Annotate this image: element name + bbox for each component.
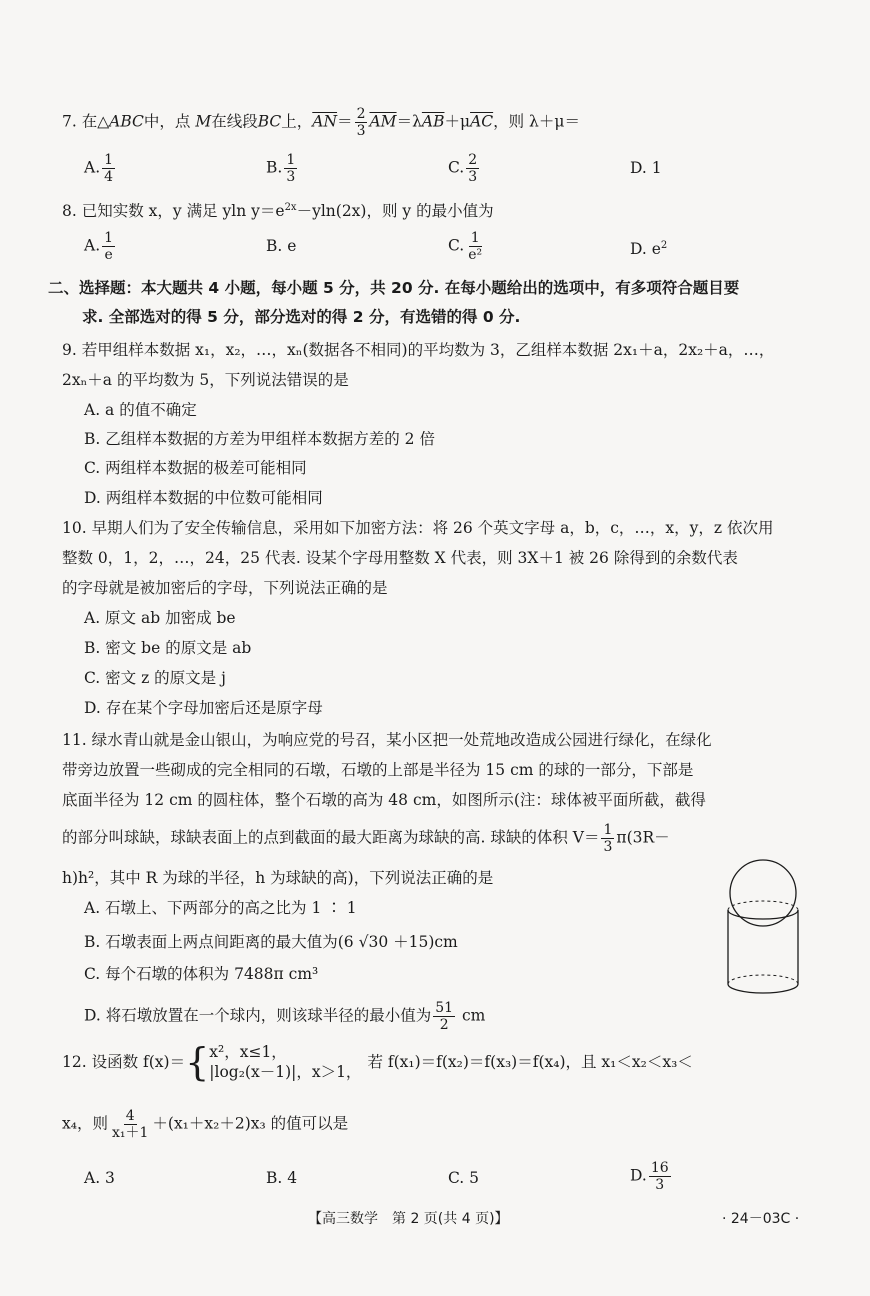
q9-line2: 2xₙ＋a 的平均数为 5，下列说法错误的是 [62, 371, 349, 389]
q11-line3: 底面半径为 12 cm 的圆柱体，整个石墩的高为 48 cm，如图所示(注：球体被平面所截，截得 [62, 791, 706, 809]
q10-option-a: A. 原文 ab 加密成 be [84, 609, 236, 627]
q7-stem: 7. 在△ABC中，点 M在线段BC上，$\overline{AN}=$ $\frac{2}{3}$ $\overline{AM}=\lambda\overline{AB}+\mu\overline{AC}$，则 λ＋μ＝ [62, 106, 580, 139]
q8-option-a: A. $\frac{1}{e}$ [84, 230, 114, 263]
q12-stem: 12. 设函数 f(x)＝{ x²，x≤1， |log₂(x－1)|，x＞1， 若 f(x₁)＝f(x₂)＝f(x₃)＝f(x₄)，且 x₁＜x₂＜x₃＜ [62, 1040, 693, 1084]
q12-option-a: A. 3 [84, 1169, 115, 1187]
footer-code: · 24－03C · [722, 1211, 800, 1227]
frac-2-3: $\frac{2}{3}$ [356, 106, 366, 139]
q11-option-d: D. 将石墩放置在一个球内，则该球半径的最小值为 $\frac{51}{2}$ cm [84, 1000, 486, 1033]
q7-option-c: C. $\frac{2}{3}$ [448, 152, 478, 185]
q8-option-b: B. e [266, 237, 297, 255]
q10-option-b: B. 密文 be 的原文是 ab [84, 639, 252, 657]
q12-option-d: D. $\frac{16}{3}$ [630, 1160, 669, 1193]
q9-option-d: D. 两组样本数据的中位数可能相同 [84, 489, 323, 507]
q11-option-c: C. 每个石墩的体积为 7488π cm³ [84, 965, 319, 983]
q10-line1: 10. 早期人们为了安全传输信息，采用如下加密方法：将 26 个英文字母 a，b，c，…，x，y，z 依次用 [62, 519, 774, 537]
q7-option-a: A. $\frac{1}{4}$ [84, 152, 114, 185]
q10-line2: 整数 0，1，2，…，24，25 代表. 设某个字母用整数 X 代表，则 3X＋1 被 26 除得到的余数代表 [62, 549, 738, 567]
q9-line1: 9. 若甲组样本数据 x₁，x₂，…，xₙ(数据各不相同)的平均数为 3，乙组样本数据 2x₁＋a，2x₂＋a，…， [62, 341, 775, 359]
q11-line5: h)h²，其中 R 为球的半径，h 为球缺的高)，下列说法正确的是 [62, 869, 494, 887]
section2-line2: 求. 全部选对的得 5 分，部分选对的得 2 分，有选错的得 0 分. [82, 308, 521, 326]
q11-line2: 带旁边放置一些砌成的完全相同的石墩，石墩的上部是半径为 15 cm 的球的一部分，下部是 [62, 761, 694, 779]
q7-option-d: D. 1 [630, 159, 662, 177]
q7-option-b: B. $\frac{1}{3}$ [266, 152, 296, 185]
q12-piecewise: x²，x≤1， |log₂(x－1)|，x＞1， [209, 1043, 362, 1081]
stone-pier-figure [712, 858, 816, 1006]
q8-option-c: C. $\frac{1}{\text{e²}}$ [448, 230, 483, 263]
q9-option-a: A. a 的值不确定 [84, 401, 197, 419]
q11-line4: 的部分叫球缺，球缺表面上的点到截面的最大距离为球缺的高. 球缺的体积 V＝ $\frac{1}{3}$ π(3R－ [62, 822, 670, 855]
q11-option-b: B. 石墩表面上两点间距离的最大值为(6 √30 ＋15)cm [84, 933, 458, 951]
footer-page-info: 【高三数学 第 2 页(共 4 页)】 [308, 1211, 509, 1227]
q10-line3: 的字母就是被加密后的字母，下列说法正确的是 [62, 579, 388, 597]
q11-option-a: A. 石墩上、下两部分的高之比为 1 ∶ 1 [84, 899, 357, 917]
q11-line1: 11. 绿水青山就是金山银山，为响应党的号召，某小区把一处荒地改造成公园进行绿化，在绿化 [62, 731, 712, 749]
q9-option-b: B. 乙组样本数据的方差为甲组样本数据方差的 2 倍 [84, 430, 435, 448]
q8-option-d: D. $e^2$ [630, 240, 668, 259]
q12-option-b: B. 4 [266, 1169, 298, 1187]
q10-option-c: C. 密文 z 的原文是 j [84, 669, 226, 687]
q8-stem: 8. 已知实数 x，y 满足 yln $y=e^{2x}-yln(2x)$，则 y 的最小值为 [62, 202, 494, 221]
q10-option-d: D. 存在某个字母加密后还是原字母 [84, 699, 323, 717]
q12-option-c: C. 5 [448, 1169, 480, 1187]
q12-line2: x₄，则 $\frac{4}{\text{x₁＋1}}$ ＋(x₁＋x₂＋2)x₃ 的值可以是 [62, 1108, 349, 1141]
section2-line1: 二、选择题：本大题共 4 小题，每小题 5 分，共 20 分. 在每小题给出的选项中，有多项符合题目要 [48, 279, 740, 297]
q9-option-c: C. 两组样本数据的极差可能相同 [84, 459, 307, 477]
